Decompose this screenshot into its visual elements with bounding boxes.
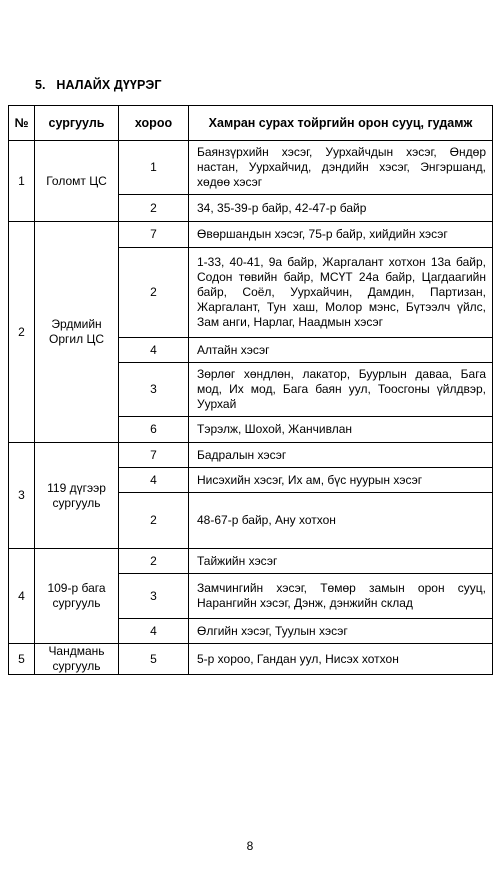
- area-cell: Өлгийн хэсэг, Туулын хэсэг: [189, 619, 493, 644]
- khoroo-cell: 2: [119, 493, 189, 549]
- header-khoroo: хороо: [119, 106, 189, 141]
- table-row: [9, 443, 493, 468]
- school-number: 2: [9, 222, 35, 443]
- khoroo-cell: 7: [119, 443, 189, 468]
- school-name: Чандмань сургууль: [35, 644, 119, 675]
- khoroo-cell: 7: [119, 222, 189, 248]
- area-cell: 34, 35-39-р байр, 42-47-р байр: [189, 195, 493, 222]
- khoroo-cell: 1: [119, 141, 189, 195]
- khoroo-cell: 5: [119, 644, 189, 675]
- area-cell: Нисэхийн хэсэг, Их ам, бүс нуурын хэсэг: [189, 468, 493, 493]
- khoroo-cell: 4: [119, 468, 189, 493]
- header-number: №: [9, 106, 35, 141]
- page-number: 8: [246, 839, 254, 853]
- school-number: 1: [9, 141, 35, 222]
- area-cell: 5-р хороо, Гандан уул, Нисэх хотхон: [189, 644, 493, 675]
- khoroo-cell: 2: [119, 549, 189, 574]
- school-name: Эрдмийн Оргил ЦС: [35, 222, 119, 443]
- table-row: [9, 141, 493, 195]
- school-number: 4: [9, 549, 35, 644]
- section-number: 5.: [35, 78, 46, 92]
- header-area: Хамран сурах тойргийн орон сууц, гудамж: [189, 106, 493, 141]
- school-district-table: [8, 105, 493, 675]
- section-title: НАЛАЙХ ДҮҮРЭГ: [56, 78, 162, 92]
- area-cell: Тайжийн хэсэг: [189, 549, 493, 574]
- school-name: 119 дүгээр сургууль: [35, 443, 119, 549]
- header-school: сургууль: [35, 106, 119, 141]
- area-cell: Баянзүрхийн хэсэг, Уурхайчдын хэсэг, Өндөр настан, Уурхайчид, дэндийн хэсэг, Энгэршанд, хөдөө хэсэг: [189, 141, 493, 195]
- area-cell: Алтайн хэсэг: [189, 338, 493, 363]
- khoroo-cell: 4: [119, 619, 189, 644]
- area-cell: Өвөршандын хэсэг, 75-р байр, хийдийн хэсэг: [189, 222, 493, 248]
- area-cell: Бадралын хэсэг: [189, 443, 493, 468]
- khoroo-cell: 2: [119, 248, 189, 338]
- table-row: [9, 222, 493, 248]
- school-number: 5: [9, 644, 35, 675]
- khoroo-cell: 2: [119, 195, 189, 222]
- table-row: [9, 549, 493, 574]
- area-cell: 48-67-р байр, Ану хотхон: [189, 493, 493, 549]
- school-name: Голомт ЦС: [35, 141, 119, 222]
- khoroo-cell: 6: [119, 417, 189, 443]
- school-number: 3: [9, 443, 35, 549]
- area-cell: Замчингийн хэсэг, Төмөр замын орон сууц, Нарангийн хэсэг, Дэнж, дэнжийн склад: [189, 574, 493, 619]
- table-header-row: [9, 106, 493, 141]
- khoroo-cell: 3: [119, 363, 189, 417]
- table-row: [9, 644, 493, 675]
- section-heading: [35, 78, 162, 92]
- area-cell: Тэрэлж, Шохой, Жанчивлан: [189, 417, 493, 443]
- area-cell: 1-33, 40-41, 9а байр, Жаргалант хотхон 13а байр, Содон төвийн байр, МСҮТ 24а байр, Цагдаагийн байр, Соёл, Уурхайчин, Дамдин, Партизан, Жаргалант, Тун хаш, Молор мэнс, Бүтээлч үйлс, Зам анги, Нарлаг, Наадмын хэсэг: [189, 248, 493, 338]
- khoroo-cell: 3: [119, 574, 189, 619]
- khoroo-cell: 4: [119, 338, 189, 363]
- school-name: 109-р бага сургууль: [35, 549, 119, 644]
- area-cell: Зөрлөг хөндлөн, лакатор, Буурлын даваа, Бага мод, Их мод, Бага баян уул, Тоосгоны үйлдвэр, Уурхай: [189, 363, 493, 417]
